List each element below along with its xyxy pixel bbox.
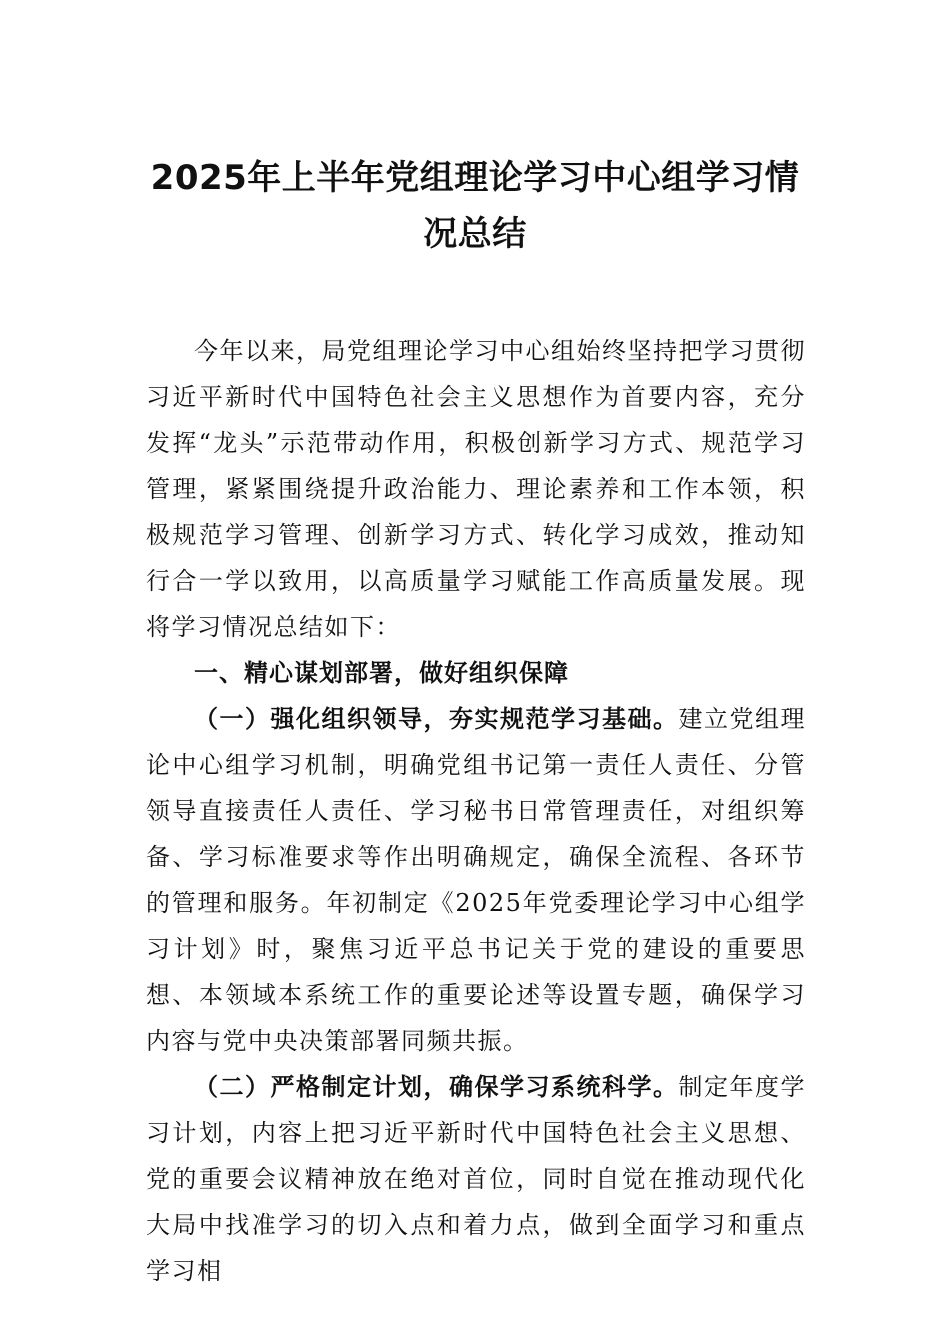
section-1-heading: 一、精心谋划部署，做好组织保障 — [194, 659, 569, 687]
document-body — [146, 328, 806, 1294]
subsection-1-text: 建立党组理论中心组学习机制，明确党组书记第一责任人责任、分管领导直接责任人责任、学习秘书日常管理责任，对组织筹备、学习标准要求等作出明确规定，确保全流程、各环节的管理和服务。年初制定《2025年党委理论学习中心组学习计划》时，聚焦习近平总书记关于党的建设的重要思想、本领域本系统工作的重要论述等设置专题，确保学习内容与党中央决策部署同频共振。 — [146, 705, 806, 1055]
title-line-2: 况总结 — [423, 214, 527, 254]
document-title — [130, 150, 820, 262]
title-line-1: 2025年上半年党组理论学习中心组学习情 — [150, 158, 800, 198]
subsection-1-lead: （一）强化组织领导，夯实规范学习基础。 — [194, 704, 679, 733]
intro-paragraph: 今年以来，局党组理论学习中心组始终坚持把学习贯彻习近平新时代中国特色社会主义思想作为首要内容，充分发挥“龙头”示范带动作用，积极创新学习方式、规范学习管理，紧紧围绕提升政治能力、理论素养和工作本领，积极规范学习管理、创新学习方式、转化学习成效，推动知行合一学以致用，以高质量学习赋能工作高质量发展。现将学习情况总结如下： — [146, 337, 806, 641]
subsection-2-paragraph — [146, 1064, 806, 1294]
subsection-2-text: 制定年度学习计划，内容上把习近平新时代中国特色社会主义思想、党的重要会议精神放在绝对首位，同时自觉在推动现代化大局中找准学习的切入点和着力点，做到全面学习和重点学习相 — [146, 1073, 806, 1285]
subsection-2-lead: （二）严格制定计划，确保学习系统科学。 — [194, 1072, 679, 1101]
subsection-1-paragraph — [146, 696, 806, 1064]
